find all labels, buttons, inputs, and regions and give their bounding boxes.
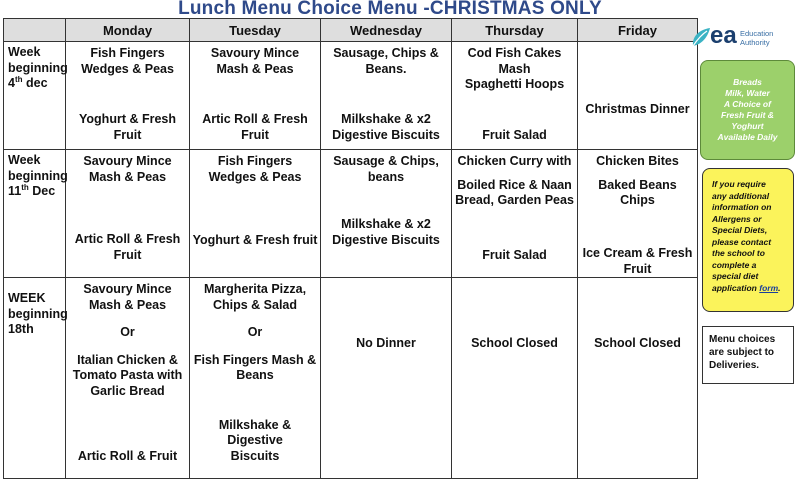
menu-cell: Chicken Curry with Boiled Rice & Naan Bread, Garden Peas Fruit Salad: [452, 150, 578, 278]
menu-cell: Savoury Mince Mash & Peas Or Italian Chicken & Tomato Pasta with Garlic Bread Artic Roll & Fruit: [66, 278, 190, 479]
week-label: Week beginning 4th dec: [4, 42, 66, 150]
day-header: Wednesday: [321, 19, 452, 42]
menu-cell: Chicken Bites Baked Beans Chips Ice Cream & Fresh Fruit: [578, 150, 698, 278]
menu-cell: No Dinner: [321, 278, 452, 479]
header-row: [4, 19, 698, 42]
menu-cell: Savoury Mince Mash & Peas Artic Roll & Fresh Fruit: [190, 42, 321, 150]
week-label: WEEK beginning 18th: [4, 278, 66, 479]
menu-cell: Cod Fish Cakes Mash Spaghetti Hoops Fruit Salad: [452, 42, 578, 150]
menu-cell: Margherita Pizza, Chips & Salad Or Fish Fingers Mash & Beans Milkshake & Digestive Biscuits: [190, 278, 321, 479]
logo-line: Authority: [740, 38, 770, 47]
lunch-menu-table: [3, 18, 698, 479]
leaf-icon: [690, 26, 712, 50]
logo-line: Education: [740, 29, 774, 38]
education-authority-logo: [690, 22, 798, 54]
week-label: Week beginning 11th Dec: [4, 150, 66, 278]
menu-cell: Fish Fingers Wedges & Peas Yoghurt & Fresh fruit: [190, 150, 321, 278]
menu-cell: School Closed: [578, 278, 698, 479]
menu-cell: Savoury Mince Mash & Peas Artic Roll & Fresh Fruit: [66, 150, 190, 278]
day-header: Thursday: [452, 19, 578, 42]
week-row: [4, 150, 698, 278]
deliveries-note: Menu choices are subject to Deliveries.: [702, 326, 794, 384]
day-header: Friday: [578, 19, 698, 42]
allergens-info-box: If you require any additional information on Allergens or Special Diets, please contact the school to complete a special diet application form.: [702, 168, 794, 312]
menu-cell: Fish Fingers Wedges & Peas Yoghurt & Fresh Fruit: [66, 42, 190, 150]
day-header: Tuesday: [190, 19, 321, 42]
corner-cell: [4, 19, 66, 42]
page-title: Lunch Menu Choice Menu -CHRISTMAS ONLY: [178, 0, 602, 19]
day-header: Monday: [66, 19, 190, 42]
week-row: [4, 278, 698, 479]
menu-cell: School Closed: [452, 278, 578, 479]
menu-cell: Sausage, Chips & Beans. Milkshake & x2 Digestive Biscuits: [321, 42, 452, 150]
daily-extras-box: Breads Milk, Water A Choice of Fresh Fruit & Yoghurt Available Daily: [700, 60, 795, 160]
week-row: [4, 42, 698, 150]
menu-cell: Sausage & Chips, beans Milkshake & x2 Digestive Biscuits: [321, 150, 452, 278]
logo-mark: ea: [710, 22, 737, 49]
form-link[interactable]: form: [759, 282, 779, 293]
menu-cell: Christmas Dinner: [578, 42, 698, 150]
